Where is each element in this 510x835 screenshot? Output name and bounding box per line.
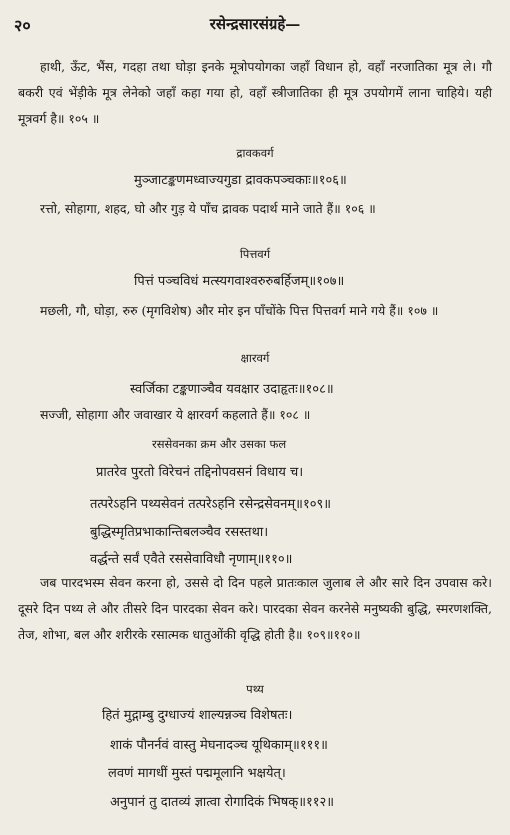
verse-111-line-2: शाकं पौनर्नवं वास्तु मेघनादञ्च यूथिकाम्॥१११॥ (110, 738, 328, 753)
running-title: रसेन्द्रसारसंग्रहे— (209, 15, 301, 33)
commentary-106: रत्तो, सोहागा, शहद, घो और गुड़ ये पाँच द्रावक पदार्थ माने जाते हैं॥ १०६ ॥ (40, 201, 376, 216)
page-number: २० (14, 16, 31, 35)
section-heading-pathya: पथ्य (246, 682, 264, 696)
verse-110-line-1: बुद्धिस्मृतिप्रभाकान्तिबलञ्चैव रसस्तथा। (90, 525, 269, 540)
verse-110-line-2: वर्द्धन्ते सर्वं एवैते रससेवाविधौ नृणाम्॥११०॥ (90, 552, 293, 567)
verse-108: स्वर्जिका टङ्कणाञ्चैव यवक्षार उदाहृतः॥१०८॥ (130, 382, 334, 397)
verse-112-line-1: लवणं मागधीं मुस्तं पद्ममूलानि भक्षयेत्। (108, 766, 286, 781)
commentary-109-110: जब पारदभस्म सेवन करना हो, उससे दो दिन पहले प्रातःकाल जुलाब ले और सारे दिन उपवास करे। दूसरे दिन पथ्य ले और तीसरे दिन पारदका सेवन करे। पारदका सेवन करनेसे मनुष्यकी बुद्धि, स्मरणशक्ति, तेज, शोभा, बल और शरीरके रसात्मक धातुओंकी वृद्धि होती है॥ १०९॥११०॥ (18, 575, 492, 642)
section-heading-rasasevana: रससेवनका क्रम और उसका फल (152, 437, 287, 451)
verse-112-line-2: अनुपानं तु दातव्यं ज्ञात्वा रोगादिकं भिषक्॥११२॥ (110, 795, 335, 810)
verse-111-line-1: हितं मुद्गाम्बु दुग्धाज्यं शाल्यन्नञ्च विशेषतः। (102, 708, 293, 723)
section-heading-dravaka: द्रावकवर्ग (236, 146, 274, 160)
page-header (0, 14, 510, 36)
verse-106: मुञ्जाटङ्कणमध्वाज्यगुडा द्रावकपञ्चकाः॥१०६॥ (134, 173, 347, 188)
commentary-105: हाथी, ऊँट, भैंस, गदहा तथा घोड़ा इनके मूत्रोपयोगका जहाँ विधान हो, वहाँ नरजातिका मूत्र ले। गौ बकरी एवं भेंड़ीके मूत्र लेनेको जहाँ कहा गया हो, वहाँ स्त्रीजातिका ही मूत्र उपयोगमें लाना चाहिये। यही मूत्रवर्ग है॥ १०५ ॥ (18, 59, 492, 126)
commentary-108: सज्जी, सोहागा और जवाखार ये क्षारवर्ग कहलाते हैं॥ १०८ ॥ (40, 407, 311, 422)
verse-107: पित्तं पञ्चविधं मत्स्यगवाश्वरुरुबर्हिजम्॥१०७॥ (134, 274, 345, 289)
verse-109-line-2: तत्परेऽहनि पथ्यसेवनं तत्परेऽहनि रसेन्द्रसेवनम्॥१०९॥ (90, 497, 332, 512)
commentary-107: मछली, गौ, घोड़ा, रुरु (मृगविशेष) और मोर इन पाँचोंके पित्त पित्तवर्ग माने गये हैं॥ १०७ ॥ (40, 303, 439, 318)
verse-109-line-1: प्रातरेव पुरतो विरेचनं तद्दिनोपवसनं विधाय च। (96, 465, 304, 480)
section-heading-pitta: पित्तवर्ग (239, 247, 271, 261)
section-heading-kshara: क्षारवर्ग (240, 351, 270, 365)
